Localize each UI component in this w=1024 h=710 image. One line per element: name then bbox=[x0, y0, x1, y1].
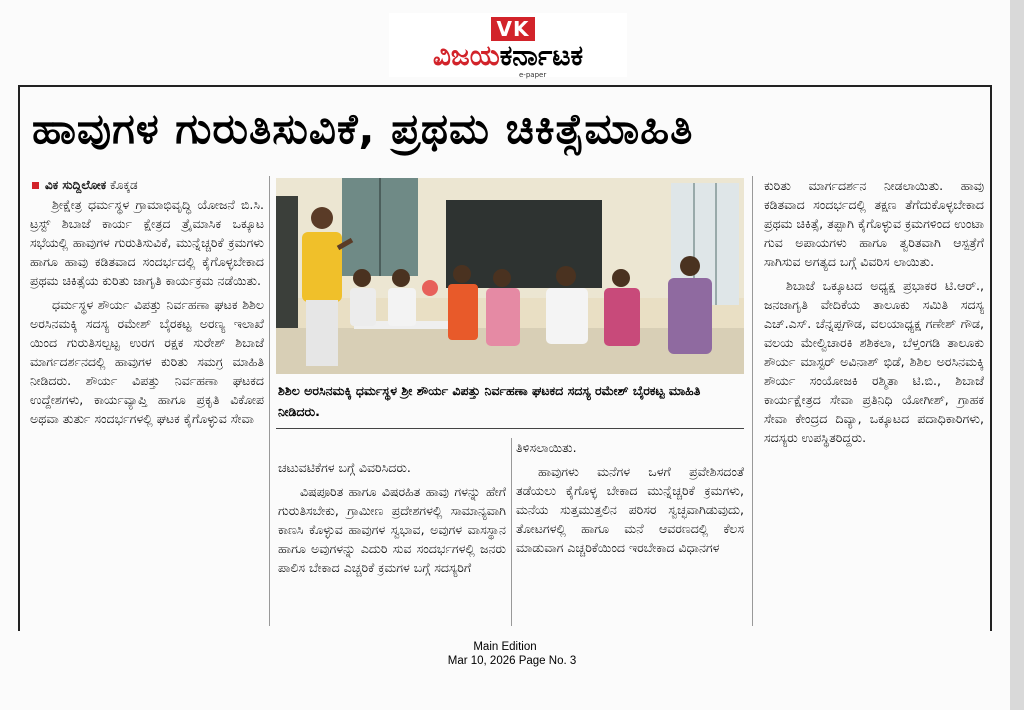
masthead-subtitle: e-paper bbox=[519, 71, 547, 79]
paragraph: ಕುರಿತು ಮಾರ್ಗದರ್ಶನ ನೀಡಲಾಯಿತು. ಹಾವು ಕಡಿತವಾದ ಸಂದರ್ಭದಲ್ಲಿ ತಕ್ಷಣ ತೆಗೆದುಕೊಳ್ಳಬೇಕಾದ ಪ್ರಥಮ ಚಿಕಿತ್ಸೆ, ತಪ್ಪಾಗಿ ಕೈಗೊಳ್ಳುವ ಕ್ರಮಗಳಿಂದ ಉಂಟಾ ಗುವ ಅಪಾಯಗಳು ಹಾಗೂ ತ್ವರಿತವಾಗಿ ಆಸ್ಪತ್ರೆಗೆ ಸಾಗಿಸುವ ಅಗತ್ಯದ ಬಗ್ಗೆ ವಿವರಿಸ ಲಾಯಿತು. bbox=[764, 178, 984, 269]
paragraph: ಚಟುವಟಿಕೆಗಳ ಬಗ್ಗೆ ವಿವರಿಸಿದರು. bbox=[278, 460, 411, 475]
caption-rule bbox=[276, 428, 744, 429]
article-column-1 bbox=[30, 195, 264, 625]
masthead-title-red: ವಿಜಯ bbox=[432, 39, 500, 72]
vk-badge: VK bbox=[491, 17, 535, 41]
masthead-logo bbox=[389, 13, 627, 77]
paragraph: ತಿಳಿಸಲಾಯಿತು. bbox=[516, 440, 577, 455]
page-footer bbox=[0, 640, 1024, 668]
edition-label: Main Edition bbox=[473, 641, 537, 653]
masthead-title bbox=[389, 41, 627, 71]
clipping-border-left bbox=[18, 85, 20, 631]
clipping-border-top bbox=[18, 85, 992, 87]
article-column-3 bbox=[516, 438, 744, 626]
paragraph: ಶಿಬಾಜೆ ಒಕ್ಕೂಟದ ಅಧ್ಯಕ್ಷ ಪ್ರಭಾಕರ ಟಿ.ಆರ್., ಜನಜಾಗೃತಿ ವೇದಿಕೆಯ ತಾಲೂಕು ಸಮಿತಿ ಸದಸ್ಯ ಎಚ್.ಎಸ್. ಚೆನ್ನಪ್ಪಗೌಡ, ವಲಯಾಧ್ಯಕ್ಷ ಗಣೇಶ್ ಗೌಡ, ವಲಯ ಮೇಲ್ವಿಚಾರಕಿ ಶಶಿಕಲಾ, ಬೆಳ್ತಂಗಡಿ ತಾಲೂಕು ಶೌರ್ಯ ಮಾಸ್ಟರ್ ಅವಿನಾಶ್ ಭಿಡೆ, ಶಿಶಿಲ ಅರಸಿನಮಕ್ಕಿ ಶೌರ್ಯ ಸಂಯೋಜಕಿ ರಶ್ಮಿತಾ ಟಿ.ಬಿ., ಶಿಬಾಜೆ ಕಾರ್ಯಕ್ಷೇತ್ರದ ಸೇವಾ ಪ್ರತಿನಿಧಿ ಯೋಗೀಶ್, ಗ್ರಾಹಕ ಸೇವಾ ಕೇಂದ್ರದ ದಿವ್ಯಾ, ಒಕ್ಕೂಟದ ಪದಾಧಿಕಾರಿಗಳು, ಸದಸ್ಯರು ಉಪಸ್ಥಿತರಿದ್ದರು. bbox=[764, 278, 984, 445]
column-divider bbox=[269, 176, 270, 626]
byline-place: ಕೊಕ್ಕಡ bbox=[109, 178, 138, 192]
column-divider bbox=[511, 438, 512, 626]
photo-caption: ಶಿಶಿಲ ಅರಸಿನಮಕ್ಕಿ ಧರ್ಮಸ್ಥಳ ಶ್ರೀ ಶೌರ್ಯ ವಿಪತ್ತು ನಿರ್ವಹಣಾ ಘಟಕದ ಸದಸ್ಯ ರಮೇಶ್ ಬೈರಕಟ್ಟ ಮಾಹಿತಿ ನೀಡಿದರು. bbox=[278, 383, 701, 419]
masthead-title-black: ಕರ್ನಾಟಕ bbox=[499, 39, 584, 72]
article-headline: ಹಾವುಗಳ ಗುರುತಿಸುವಿಕೆ, ಪ್ರಥಮ ಚಿಕಿತ್ಸೆಮಾಹಿತಿ bbox=[32, 104, 694, 153]
column-divider bbox=[752, 176, 753, 626]
article-photo bbox=[276, 178, 744, 374]
paragraph: ಧರ್ಮಸ್ಥಳ ಶೌರ್ಯ ವಿಪತ್ತು ನಿರ್ವಹಣಾ ಘಟಕ ಶಿಶಿಲ ಅರಸಿನಮಕ್ಕಿ ಸದಸ್ಯ ರಮೇಶ್ ಬೈರಕಟ್ಟ ಅರಣ್ಯ ಇಲಾಖೆ ಯಿಂದ ಗುರುತಿಸಲ್ಪಟ್ಟ ಉರಗ ರಕ್ಷಕ ಸುರೇಶ್ ಶಿಬಾಜೆ ಮಾರ್ಗದರ್ಶನದಲ್ಲಿ ಹಾವುಗಳ ಕುರಿತು ಸಮಗ್ರ ಮಾಹಿತಿ ನೀಡಿದರು. ಶೌರ್ಯ ವಿಪತ್ತು ನಿರ್ವಹಣಾ ಘಟಕದ ಉದ್ದೇಶಗಳು, ಕಾರ್ಯವ್ಯಾಪ್ತಿ ಹಾಗೂ ಪ್ರಕೃತಿ ವಿಕೋಪ ಅಥವಾ ತುರ್ತು ಸಂದರ್ಭಗಳಲ್ಲಿ ಘಟಕ ಕೈಗೊಳ್ಳುವ ಸೇವಾ bbox=[30, 297, 264, 426]
meeting-photo-illustration bbox=[276, 178, 744, 374]
article-column-2 bbox=[278, 458, 506, 626]
byline-marker-icon bbox=[32, 182, 39, 189]
clipping-border-right bbox=[990, 85, 992, 631]
paragraph: ಹಾವುಗಳು ಮನೆಗಳ ಒಳಗೆ ಪ್ರವೇಶಿಸದಂತೆ ತಡೆಯಲು ಕೈಗೊಳ್ಳ ಬೇಕಾದ ಮುನ್ನೆಚ್ಚರಿಕೆ ಕ್ರಮಗಳು, ಮನೆಯ ಸುತ್ತಮುತ್ತಲಿನ ಪರಿಸರ ಸ್ವಚ್ಛವಾಗಿಡುವುದು, ತೋಟಗಳಲ್ಲಿ ಹಾಗೂ ಮನೆ ಆವರಣದಲ್ಲಿ ಕೆಲಸ ಮಾಡುವಾಗ ಎಚ್ಚರಿಕೆಯಿಂದ ಇರಬೇಕಾದ ವಿಧಾನಗಳ bbox=[516, 464, 744, 555]
paragraph: ವಿಷಪೂರಿತ ಹಾಗೂ ವಿಷರಹಿತ ಹಾವು ಗಳನ್ನು ಹೇಗೆ ಗುರುತಿಸಬೇಕು, ಗ್ರಾಮೀಣ ಪ್ರದೇಶಗಳಲ್ಲಿ ಸಾಮಾನ್ಯವಾಗಿ ಕಾಣಸಿ ಕೊಳ್ಳುವ ಹಾವುಗಳ ಸ್ವಭಾವ, ಅವುಗಳ ವಾಸಸ್ಥಾನ ಹಾಗೂ ಅವುಗಳನ್ನು ಎದುರಿ ಸುವ ಸಂದರ್ಭಗಳಲ್ಲಿ ಜನರು ಪಾಲಿಸ ಬೇಕಾದ ಎಚ್ಚರಿಕೆ ಕ್ರಮಗಳ ಬಗ್ಗೆ ಸದಸ್ಯರಿಗೆ bbox=[278, 484, 506, 575]
byline bbox=[32, 176, 138, 194]
byline-source: ವಿಕ ಸುದ್ದಿಲೋಕ bbox=[45, 178, 107, 192]
article-column-4 bbox=[764, 176, 984, 626]
paragraph: ಶ್ರೀಕ್ಷೇತ್ರ ಧರ್ಮಸ್ಥಳ ಗ್ರಾಮಾಭಿವೃದ್ಧಿ ಯೋಜನೆ ಬಿ.ಸಿ. ಟ್ರಸ್ಟ್ ಶಿಬಾಜೆ ಕಾರ್ಯ ಕ್ಷೇತ್ರದ ತ್ರೈಮಾಸಿಕ ಒಕ್ಕೂಟ ಸಭೆಯಲ್ಲಿ ಹಾವುಗಳ ಗುರುತಿಸುವಿಕೆ, ಮುನ್ನೆಚ್ಚರಿಕೆ ಕ್ರಮಗಳು ಹಾಗೂ ಹಾವು ಕಡಿತವಾದ ಸಂದರ್ಭದಲ್ಲಿ ಕೈಗೊಳ್ಳಬೇಕಾದ ಪ್ರಥಮ ಚಿಕಿತ್ಸೆಯ ಕುರಿತು ಜಾಗೃತಿ ಕಾರ್ಯಕ್ರಮ ನಡೆಯಿತು. bbox=[30, 197, 264, 288]
scroll-strip bbox=[1010, 0, 1024, 710]
date-page-label: Mar 10, 2026 Page No. 3 bbox=[447, 655, 577, 667]
